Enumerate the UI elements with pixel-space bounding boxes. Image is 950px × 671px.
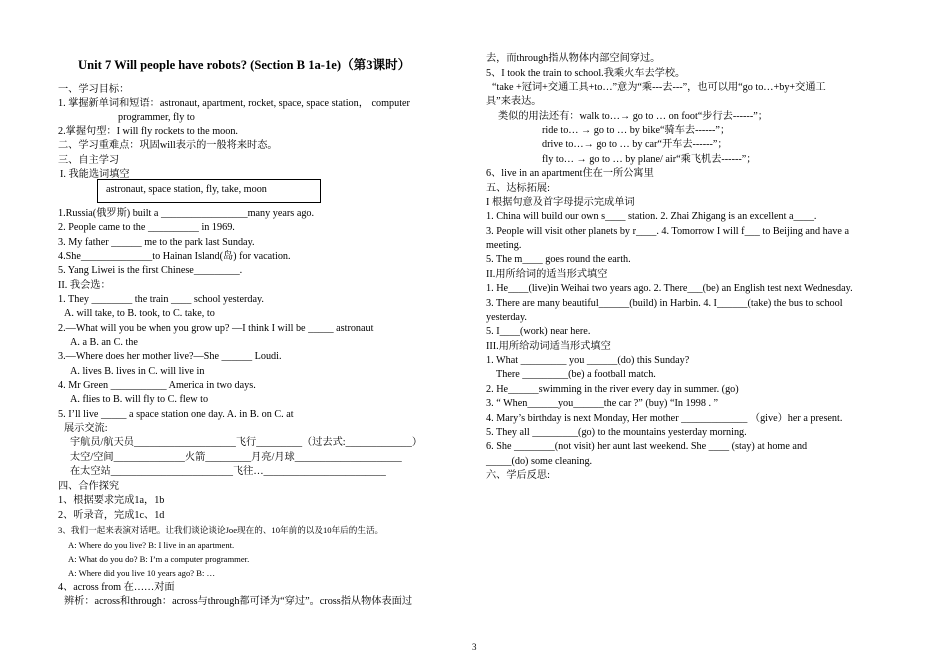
right-text-line: 5. The m____ goes round the earth.	[486, 254, 631, 265]
left-text-line: 1、根据要求完成1a，1b	[58, 495, 165, 506]
left-text-line: II. 我会选：	[58, 280, 111, 291]
left-text-line: A. a B. an C. the	[70, 337, 138, 348]
right-text-line: 1. He____(live)in Weihai two years ago. 2. There___(be) an English test next Wednesday.	[486, 283, 853, 294]
right-text-line: 2. He______swimming in the river every day in summer. (go)	[486, 384, 739, 395]
left-text-line: 4.She______________to Hainan Island(岛) for vacation.	[58, 251, 291, 262]
right-text-line: drive to…→ go to … by car“开车去------”；	[542, 139, 728, 150]
left-text-line: 三、自主学习	[58, 155, 120, 166]
right-text-line: 5. They all _________(go) to the mountains yesterday morning.	[486, 427, 747, 438]
left-text-line: 1. They ________ the train ____ school yesterday.	[58, 294, 264, 305]
right-text-line: 类似的用法还有：walk to…→ go to … on foot“步行去------”；	[498, 111, 768, 122]
left-text-line: 1.Russia(俄罗斯) built a _________________many years ago.	[58, 208, 315, 219]
left-text-line: 5. I’ll live _____ a space station one day. A. in B. on C. at	[58, 409, 294, 420]
left-text-line: 二、学习重难点：巩固will表示的一般将来时态。	[58, 140, 278, 151]
right-text-line: _____(do) some cleaning.	[486, 456, 593, 467]
right-text-line: 去，而through指从物体内部空间穿过。	[486, 53, 661, 64]
left-text-line: 辨析：across和through：across与through都可译为“穿过”。cross指从物体表面过	[64, 596, 413, 607]
page-number: 3	[472, 642, 477, 652]
left-text-line: 3.—Where does her mother live?—She ______ Loudi.	[58, 351, 282, 362]
right-text-line: 1. China will build our own s____ station. 2. Zhai Zhigang is an excellent a____.	[486, 211, 817, 222]
right-text-line: II.用所给词的适当形式填空	[486, 269, 608, 280]
left-text-line: A: Where do you live? B: I live in an apartment.	[68, 540, 235, 550]
left-text-line: 一、学习目标：	[58, 84, 130, 95]
right-text-line: 五、达标拓展:	[486, 183, 550, 194]
left-text-line: 2、听录音，完成1c、1d	[58, 510, 165, 521]
left-text-line: 5. Yang Liwei is the first Chinese_________.	[58, 265, 243, 276]
left-text-line: 展示交流:	[64, 423, 108, 434]
right-text-line: yesterday.	[486, 312, 527, 323]
left-text-line: 2.掌握句型：I will fly rockets to the moon.	[58, 126, 238, 137]
left-text-line: A. flies to B. will fly to C. flew to	[70, 394, 209, 405]
left-text-line: 4、across from 在……对面	[58, 582, 175, 593]
right-text-line: 1. What _________ you ______(do) this Sunday?	[486, 355, 690, 366]
left-text-line: A: What do you do? B: I’m a computer programmer.	[68, 554, 250, 564]
left-text-line: 3. My father ______ me to the park last Sunday.	[58, 237, 255, 248]
left-text-line: 宇航员/航天员____________________飞行_________（过去式:_____________）	[70, 437, 423, 448]
left-text-line: Unit 7 Will people have robots? (Section B 1a-1e)（第3课时）	[78, 58, 411, 72]
right-text-line: 5、I took the train to school.我乘火车去学校。	[486, 68, 686, 79]
left-text-line: 在太空站________________________飞往…________________________	[70, 466, 386, 477]
left-text-line: 4. Mr Green ___________ America in two days.	[58, 380, 256, 391]
word-bank-box	[97, 179, 321, 203]
right-text-line: 3. “ When______you______the car ?” (buy) “In 1998 . ”	[486, 398, 719, 409]
left-text-line: 太空/空间______________火箭_________月亮/月球_____________________	[70, 452, 402, 463]
right-text-line: “take +冠词+交通工具+to…”意为“乘---去---”，也可以用“go to…+by+交通工	[492, 82, 826, 93]
left-text-line: 2. People came to the __________ in 1969.	[58, 222, 235, 233]
right-text-line: I 根据句意及首字母提示完成单词	[486, 197, 635, 208]
right-text-line: 5. I____(work) near here.	[486, 326, 591, 337]
left-text-line: I. 我能选词填空	[60, 169, 130, 180]
right-text-line: ride to… → go to … by bike“骑车去------”；	[542, 125, 731, 136]
left-text-line: 2.—What will you be when you grow up? —I think I will be _____ astronaut	[58, 323, 374, 334]
right-text-line: meeting.	[486, 240, 522, 251]
right-text-line: fly to… → go to … by plane/ air“乘飞机去------”；	[542, 154, 757, 165]
left-text-line: 1. 掌握新单词和短语：astronaut, apartment, rocket, space, space station， computer	[58, 98, 410, 109]
left-text-line: astronaut, space station, fly, take, moon	[106, 184, 267, 195]
right-text-line: There _________(be) a football match.	[496, 369, 656, 380]
right-text-line: 3. People will visit other planets by r____. 4. Tomorrow I will f___ to Beijing and have a	[486, 226, 849, 237]
right-text-line: 6. She ________(not visit) her aunt last weekend. She ____ (stay) at home and	[486, 441, 808, 452]
right-text-line: III.用所给动词适当形式填空	[486, 341, 611, 352]
left-text-line: programmer, fly to	[118, 112, 195, 123]
left-text-line: A. lives B. lives in C. will live in	[70, 366, 205, 377]
right-text-line: 具”来表达。	[486, 96, 542, 107]
right-text-line: 6、live in an apartment住在一所公寓里	[486, 168, 654, 179]
left-text-line: A: Where did you live 10 years ago? B: …	[68, 568, 216, 578]
right-text-line: 3. There are many beautiful______(build) in Harbin. 4. I______(take) the bus to school	[486, 298, 843, 309]
left-text-line: A. will take, to B. took, to C. take, to	[64, 308, 215, 319]
right-text-line: 4. Mary’s birthday is next Monday, Her mother _____________ （give）her a present.	[486, 413, 843, 424]
left-text-line: 四、合作探究	[58, 481, 120, 492]
left-text-line: 3、我们一起来表演对话吧。让我们谈论谈论Joe现在的、10年前的以及10年后的生活。	[58, 525, 384, 535]
right-text-line: 六、学后反思:	[486, 470, 550, 481]
